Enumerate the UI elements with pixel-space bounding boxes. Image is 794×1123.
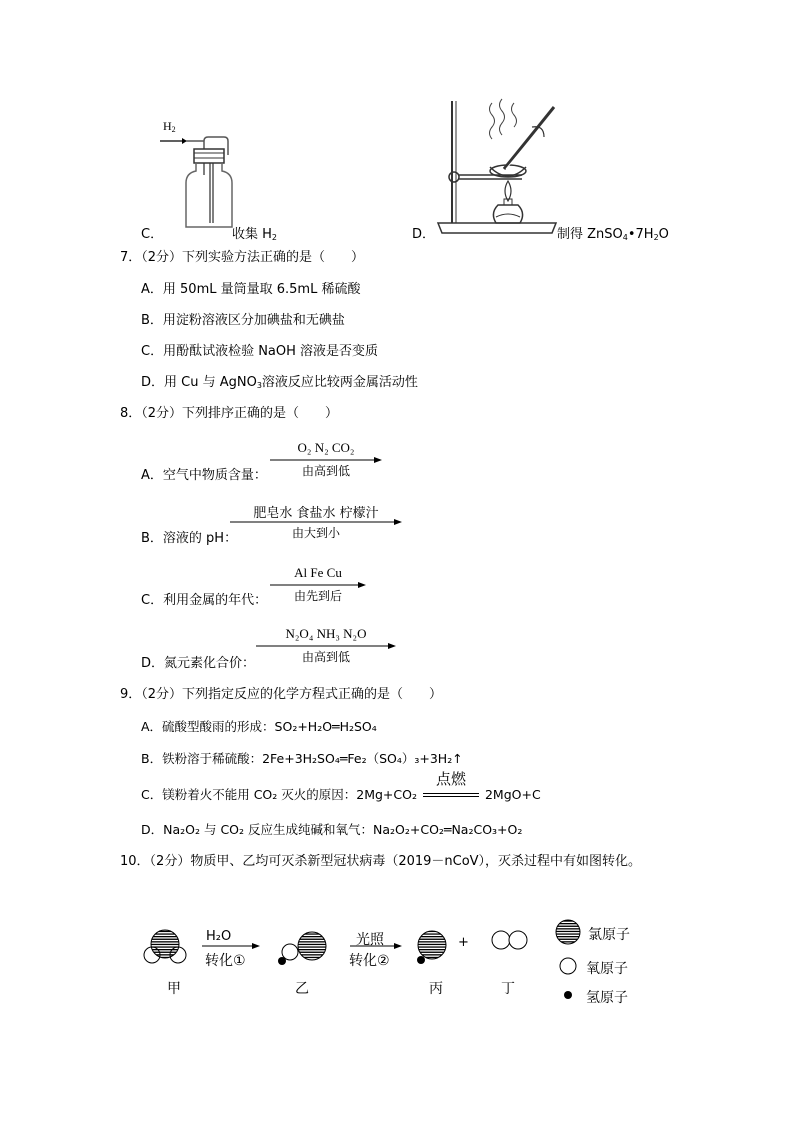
legend-o-icon <box>560 958 576 974</box>
question-8-option-b-arrow <box>230 502 402 542</box>
question-9-option-c: C．镁粉着火不能用 CO₂ 灭火的原因：2Mg+CO₂ 点燃 2MgO+C <box>141 770 541 802</box>
label-yi: 乙 <box>295 981 309 997</box>
order-direction: 由高到低 <box>301 464 350 478</box>
question-9-option-d: D．Na₂O₂ 与 CO₂ 反应生成纯碱和氧气：Na₂O₂+CO₂═Na₂CO₃+O₂ <box>141 822 523 837</box>
question-7-stem: 7．（2分）下列实验方法正确的是（ ） <box>120 250 365 265</box>
order-items: O₂ N₂ CO₂ <box>297 440 355 455</box>
option-d-letter: D． <box>412 227 436 242</box>
molecule-bing <box>417 931 446 964</box>
legend-h-label: 氢原子 <box>586 990 628 1006</box>
label-jia: 甲 <box>167 981 181 997</box>
question-8-option-b-label: B．溶液的 pH： <box>141 531 238 546</box>
label-ding: 丁 <box>501 981 515 997</box>
question-7-option-b: B．用淀粉溶液区分加碘盐和无碘盐 <box>141 313 345 328</box>
question-9-option-a: A．硫酸型酸雨的形成：SO₂+H₂O═H₂SO₄ <box>141 719 377 734</box>
question-10-stem: 10．（2分）物质甲、乙均可灭杀新型冠状病毒（2019－nCoV），灭杀过程中有如图转化。 <box>120 854 642 869</box>
option-c-caption: 收集 $H_2$ <box>232 227 278 242</box>
order-direction: 由高到低 <box>301 650 350 664</box>
arrow-1-bottom-label: 转化① <box>205 953 246 969</box>
reaction-condition: 点燃 <box>435 770 466 788</box>
question-8-option-d-label: D．氮元素化合价： <box>141 656 256 671</box>
option-c-letter: C． <box>141 227 164 242</box>
question-7-option-c: C．用酚酞试液检验 NaOH 溶液是否变质 <box>141 344 379 359</box>
order-direction: 由大到小 <box>291 526 340 540</box>
plus-sign: + <box>458 935 469 950</box>
question-8-stem: 8．（2分）下列排序正确的是（ ） <box>120 406 339 421</box>
evaporation-apparatus-illustration <box>432 95 562 237</box>
arrow-2-top-label: 光照 <box>356 932 384 948</box>
order-items: 肥皂水 食盐水 柠檬汁 <box>253 506 379 521</box>
question-7-option-a: A．用 50mL 量筒量取 6.5mL 稀硫酸 <box>141 282 361 297</box>
molecule-ding <box>492 931 527 949</box>
question-8-option-d-arrow <box>256 626 396 666</box>
question-9-option-b: B．铁粉溶于稀硫酸：2Fe+3H₂SO₄═Fe₂（SO₄）₃+3H₂↑ <box>141 751 463 766</box>
label-bing: 丙 <box>429 981 443 997</box>
legend-cl-icon <box>556 920 580 944</box>
order-items: Al Fe Cu <box>294 565 342 580</box>
question-8-option-c-arrow <box>270 565 366 605</box>
legend-cl-label: 氯原子 <box>588 927 630 943</box>
question-8-option-c-label: C．利用金属的年代： <box>141 593 268 608</box>
order-items: N₂O₄ NH₃ N₂O <box>285 626 367 641</box>
question-9-stem: 9．（2分）下列指定反应的化学方程式正确的是（ ） <box>120 687 443 702</box>
legend-h-icon <box>564 991 572 999</box>
option-c-gas-label: $H_2$ <box>163 119 176 134</box>
molecule-jia <box>144 930 186 963</box>
question-8-option-a-label: A．空气中物质含量： <box>141 468 267 483</box>
arrow-1-top-label: H₂O <box>206 929 232 944</box>
option-d-caption: 制得 $ZnSO_4•7H_2O$ <box>557 227 669 242</box>
question-7-option-d: D．用 Cu 与 AgNO$_3$溶液反应比较两金属活动性 <box>141 375 418 390</box>
question-8-option-a-arrow <box>270 440 382 480</box>
legend-o-label: 氧原子 <box>586 961 628 977</box>
molecule-yi <box>278 932 326 965</box>
order-direction: 由先到后 <box>293 589 342 603</box>
arrow-2-bottom-label: 转化② <box>349 953 390 969</box>
